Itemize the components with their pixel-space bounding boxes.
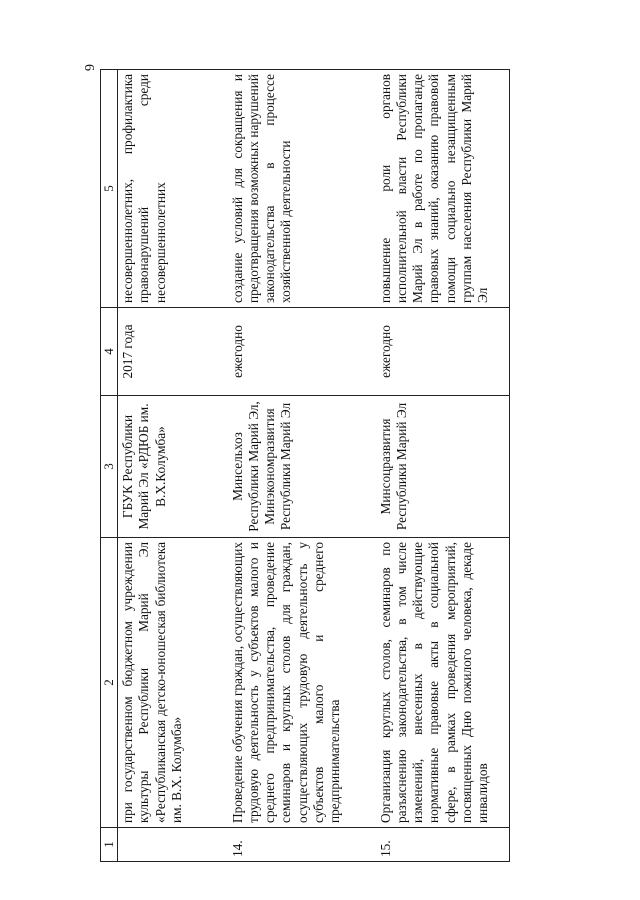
header-col-2: 2 xyxy=(101,538,118,828)
row-result: повышение роли органов исполнительной власти Республики Марий Эл в работе по пропаганде правовых знаний, оказанию правовой помощи социально незащищенным группам населения Республики Марий Эл xyxy=(376,70,510,308)
row-executor: Минсоцразвития Республики Марий Эл xyxy=(376,396,510,538)
row-event: Организация круглых столов, семинаров по разъяснению законодательства, в том числе изменений, внесенных в действующие нормативные правовые акты в социальной сфере, в рамках проведения мероприятий, посвященных Дню пожилого человека, декаде инвалидов xyxy=(376,538,510,828)
row-term: ежегодно xyxy=(228,308,376,396)
table-row xyxy=(376,70,510,862)
document-table-rotated xyxy=(100,70,510,862)
header-col-4: 4 xyxy=(101,308,118,396)
header-col-3: 3 xyxy=(101,396,118,538)
row-executor: Минсельхоз Республики Марий Эл, Минэкономразвития Республики Марий Эл xyxy=(228,396,376,538)
row-event: Проведение обучения граждан, осуществляющих трудовую деятельность у субъектов малого и среднего предпринимательства, проведение семинаров и круглых столов для граждан, осуществляющих трудовую деятельность у субъектов малого и среднего предпринимательства xyxy=(228,538,376,828)
header-col-5: 5 xyxy=(101,70,118,308)
header-row xyxy=(101,70,118,862)
row-number xyxy=(118,828,228,862)
row-result: несовершеннолетних, профилактика правонарушений среди несовершеннолетних xyxy=(118,70,228,308)
page-number: 6 xyxy=(81,64,96,71)
table-row xyxy=(228,70,376,862)
row-event: при государственном бюджетном учреждении культуры Республики Марий Эл «Республиканская детско-юношеская библиотека им. В.Х. Колумба» xyxy=(118,538,228,828)
row-number: 15. xyxy=(376,828,510,862)
header-col-1: 1 xyxy=(101,828,118,862)
row-number: 14. xyxy=(228,828,376,862)
row-term: 2017 года xyxy=(118,308,228,396)
table-row xyxy=(118,70,228,862)
row-executor: ГБУК Республики Марий Эл «РДЮБ им. В.Х.Колумба» xyxy=(118,396,228,538)
measures-table xyxy=(100,69,510,862)
row-result: создание условий для сокращения и предотвращения возможных нарушений законодательства в процессе хозяйственной деятельности xyxy=(228,70,376,308)
row-term: ежегодно xyxy=(376,308,510,396)
